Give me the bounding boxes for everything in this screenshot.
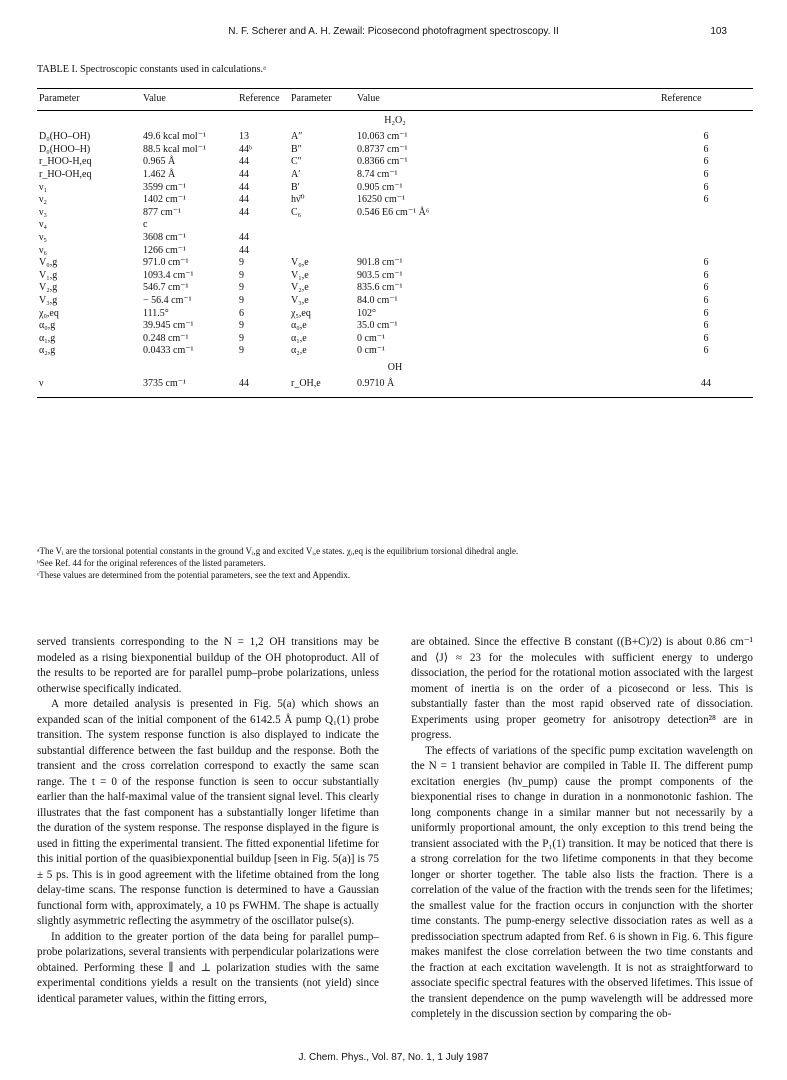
- cell-value-2: 0.546 E6 cm⁻¹ Å⁶: [357, 206, 430, 218]
- cell-reference-2: 6: [703, 131, 709, 143]
- cell-reference: 9: [239, 345, 244, 357]
- cell-param: r_HO-OH,eq: [39, 168, 92, 180]
- table-caption: TABLE I. Spectroscopic constants used in calculations.ᵃ: [37, 64, 266, 75]
- section-label: H₂O₂: [384, 114, 406, 126]
- cell-param: ν₆: [39, 244, 48, 256]
- cell-reference-2: 6: [703, 307, 709, 319]
- cell-value: c: [143, 219, 148, 231]
- footnote-c: ᶜThese values are determined from the potential parameters, see the text and Appendix.: [37, 569, 351, 580]
- cell-value: 1402 cm⁻¹: [143, 194, 186, 206]
- table-row: [37, 257, 753, 270]
- cell-reference-2: 6: [703, 257, 709, 269]
- cell-param: ν: [37, 378, 141, 397]
- cell-reference-2: 6: [703, 320, 709, 332]
- cell-value: 49.6 kcal mol⁻¹: [143, 131, 206, 143]
- header-value-2: Value: [355, 89, 659, 111]
- cell-param: D₀(HO–OH): [39, 131, 91, 143]
- cell-value: − 56.4 cm⁻¹: [143, 294, 192, 306]
- cell-reference: 44: [239, 194, 249, 206]
- table-row: [37, 270, 753, 283]
- cell-param-2: C₆: [291, 206, 302, 218]
- header-parameter: Parameter: [37, 89, 141, 111]
- cell-reference-2: 6: [703, 294, 709, 306]
- cell-param: ν₅: [39, 231, 48, 243]
- cell-reference-2: [659, 245, 753, 258]
- cell-value: 877 cm⁻¹: [143, 206, 181, 218]
- cell-reference: 44: [239, 206, 249, 218]
- cell-param: χ₀,eq: [39, 307, 59, 319]
- cell-value: 111.5°: [143, 307, 169, 319]
- cell-reference: 44: [239, 156, 249, 168]
- cell-param-2: [289, 219, 355, 232]
- cell-value-2: 903.5 cm⁻¹: [357, 269, 403, 281]
- cell-reference: 44: [239, 181, 249, 193]
- cell-reference: 44: [237, 378, 289, 397]
- cell-reference: 44ᵇ: [239, 143, 253, 155]
- table-row: [37, 156, 753, 169]
- cell-value-2: 84.0 cm⁻¹: [357, 294, 398, 306]
- table-row: [37, 295, 753, 308]
- header-reference: Reference: [237, 89, 289, 111]
- cell-param-2: B′: [291, 181, 300, 193]
- table-row: [37, 333, 753, 346]
- cell-param-2: r_OH,e: [289, 378, 355, 397]
- cell-param-2: [289, 245, 355, 258]
- cell-value-2: 0.905 cm⁻¹: [357, 181, 403, 193]
- cell-reference: 9: [239, 294, 244, 306]
- footnote-a: ᵃThe Vᵢ are the torsional potential constants in the ground Vᵢ,g and excited Vᵢ,e states. χᵢ,eq is the equilibrium torsional dihedral angle.: [37, 546, 519, 556]
- table-row: [37, 169, 753, 182]
- spectroscopic-constants-table: [37, 88, 753, 398]
- cell-reference-2: 6: [703, 143, 709, 155]
- table-row: [37, 219, 753, 232]
- cell-param: r_HOO-H,eq: [39, 156, 92, 168]
- cell-param-2: χ₅,eq: [291, 307, 311, 319]
- table-row: [37, 378, 753, 397]
- cell-value: 0.0433 cm⁻¹: [143, 345, 194, 357]
- cell-param-2: V₁,e: [291, 269, 309, 281]
- paragraph: A more detailed analysis is presented in Fig. 5(a) which shows an expanded scan of the initial component of the 6142.5 Å pump Q₁(1) probe transition. The system response function is also displayed to indicate the substantial difference between the fast buildup and the response. Both the transient and the cross correlation correspond to exactly the same scan range. The t = 0 of the response function is seen to occur substantially earlier than the half-maximal value of the transient signal level. This clearly illustrates that the fast component has a substantially longer lifetime than the duration of the system response. The response displayed in the figure is used in fitting the experimental transient. The fitted exponential lifetime for this initial portion of the quasibiexponential buildup [seen in Fig. 5(a)] is 75 ± 5 ps. This is in good agreement with the lifetime obtained from the long delay-time scans. The response function is determined to have a Gaussian functional form with, approximately, a 10 ps FWHM. The shape is actually slightly asymmetric reflecting the asymmetry of the oscillator pulse(s).: [37, 698, 379, 927]
- cell-param: D₀(HOO–H): [39, 143, 91, 155]
- cell-reference-2: 6: [703, 269, 709, 281]
- paragraph: In addition to the greater portion of the data being for parallel pump–probe polarizations, several transients with perpendicular polarizations were obtained. Performing these ∥ and ⊥ polarization studies with the same experimental conditions yields a result on the transients (not yield) since identical parameter values, within the fitting errors,: [37, 930, 379, 1005]
- section-row-oh: [37, 358, 753, 379]
- cell-reference: 13: [239, 131, 249, 143]
- cell-reference-2: 6: [703, 181, 709, 193]
- cell-value: 1.462 Å: [143, 168, 176, 180]
- section-row-h2o2: [37, 110, 753, 131]
- running-title: N. F. Scherer and A. H. Zewail: Picosecond photofragment spectroscopy. II: [228, 26, 559, 37]
- cell-reference-2: [659, 207, 753, 220]
- cell-reference-2: [659, 219, 753, 232]
- cell-value-2: 35.0 cm⁻¹: [357, 320, 398, 332]
- table-row: [37, 144, 753, 157]
- cell-param-2: C″: [291, 156, 302, 168]
- cell-value: 0.965 Å: [143, 156, 176, 168]
- table-row: [37, 245, 753, 258]
- cell-param: V₂,g: [39, 282, 58, 294]
- cell-value: 546.7 cm⁻¹: [143, 282, 189, 294]
- cell-param: V₃,g: [39, 294, 58, 306]
- cell-reference: 44: [239, 244, 249, 256]
- cell-param-2: hν̄⁰: [291, 194, 305, 206]
- cell-value-2: [355, 232, 659, 245]
- table-row: [37, 131, 753, 144]
- cell-value-2: 0.8737 cm⁻¹: [357, 143, 408, 155]
- cell-param: V₀,g: [39, 257, 58, 269]
- cell-value-2: 8.74 cm⁻¹: [357, 168, 398, 180]
- cell-param-2: V₂,e: [291, 282, 309, 294]
- cell-reference: 44: [239, 231, 249, 243]
- header-reference-2: Reference: [659, 89, 753, 111]
- body-column-left: [37, 635, 379, 1007]
- cell-value-2: 16250 cm⁻¹: [357, 194, 405, 206]
- cell-value: 1266 cm⁻¹: [143, 244, 186, 256]
- cell-reference-2: 44: [659, 378, 753, 397]
- cell-param-2: [289, 232, 355, 245]
- table-row: [37, 308, 753, 321]
- cell-value: 971.0 cm⁻¹: [143, 257, 189, 269]
- cell-reference-2: 6: [703, 332, 709, 344]
- cell-value-2: 835.6 cm⁻¹: [357, 282, 403, 294]
- journal-footer: J. Chem. Phys., Vol. 87, No. 1, 1 July 1987: [298, 1052, 489, 1063]
- table-row: [37, 345, 753, 358]
- cell-reference: 9: [239, 257, 244, 269]
- cell-value-2: 0 cm⁻¹: [357, 332, 385, 344]
- cell-reference-2: 6: [703, 168, 709, 180]
- cell-value: 3599 cm⁻¹: [143, 181, 186, 193]
- header-value: Value: [141, 89, 237, 111]
- cell-param-2: V₃,e: [291, 294, 309, 306]
- cell-value-2: 0.9710 Å: [355, 378, 659, 397]
- table-header-row: [37, 89, 753, 111]
- table-row: [37, 282, 753, 295]
- paragraph: are obtained. Since the effective B constant ((B+C)/2) is about 0.86 cm⁻¹ and ⟨J⟩ ≈ 23 for the molecules with sufficient energy to undergo dissociation, the period for the rotational motion associated with the largest moment of inertia is on the order of a picosecond or less. This is substantially faster than the most rapid observed rate of dissociation. Experiments using proper geometry for anisotropy detection²⁸ are in progress.: [411, 636, 753, 741]
- cell-reference-2: 6: [703, 194, 709, 206]
- table-row: [37, 232, 753, 245]
- cell-param: α₂,g: [39, 345, 56, 357]
- cell-param-2: A″: [291, 131, 303, 143]
- cell-reference: 9: [239, 282, 244, 294]
- cell-value-2: [355, 245, 659, 258]
- cell-reference-2: 6: [703, 282, 709, 294]
- cell-param-2: α₀,e: [291, 320, 307, 332]
- cell-reference: 9: [239, 269, 244, 281]
- cell-param-2: α₂,e: [291, 345, 307, 357]
- footnote-b: ᵇSee Ref. 44 for the original references of the listed parameters.: [37, 557, 266, 568]
- cell-value-2: 0.8366 cm⁻¹: [357, 156, 408, 168]
- table-row: [37, 207, 753, 220]
- cell-value-2: 0 cm⁻¹: [357, 345, 385, 357]
- cell-reference: 44: [239, 168, 249, 180]
- cell-reference-2: 6: [703, 345, 709, 357]
- cell-value-2: 102°: [357, 307, 376, 319]
- paragraph: The effects of variations of the specific pump excitation wavelength on the N = 1 transient behavior are compiled in Table II. The different pump excitation energies (hν_pump) cause the prompt components of the biexponential rises to change in duration in a nonmonotonic fashion. The long components change in a similar manner but not necessarily by a uniformly proportional amount, the only exception to this trend being the transient associated with the P₁(1) transition. It may be noticed that there is a strong correlation for the two lifetime components in that they become longer or shorter together. The table also lists the fraction. There is a correlation of the value of the fraction with the trends seen for the lifetimes; the smallest value for the fraction occurs in conjunction with the shorter time constants. The pump-energy selective dissociation rates as well as a predissociation spectrum adapted from Ref. 6 is shown in Fig. 6. This figure makes manifest the close correlation between the two time constants and the fraction at each excitation wavelength. It is not as straightforward to associate specific spectral features with the observed lifetimes. This issue of the transient dependence on the pump wavelength will be addressed more completely in the discussion section by comparing the ob-: [411, 744, 753, 1020]
- cell-value: 39.945 cm⁻¹: [143, 320, 194, 332]
- cell-param: α₁,g: [39, 332, 56, 344]
- table-row: [37, 194, 753, 207]
- table-row: [37, 320, 753, 333]
- cell-param: ν₁: [39, 181, 48, 193]
- cell-value: 1093.4 cm⁻¹: [143, 269, 194, 281]
- cell-param: ν₄: [39, 219, 48, 231]
- cell-reference: 9: [239, 320, 244, 332]
- cell-reference: 6: [239, 307, 244, 319]
- cell-value-2: 10.063 cm⁻¹: [357, 131, 408, 143]
- cell-value-2: 901.8 cm⁻¹: [357, 257, 403, 269]
- cell-reference-2: [659, 232, 753, 245]
- cell-param-2: B″: [291, 143, 302, 155]
- section-label: OH: [387, 361, 403, 373]
- cell-reference: [237, 219, 289, 232]
- cell-reference-2: 6: [703, 156, 709, 168]
- cell-value: 88.5 kcal mol⁻¹: [143, 143, 206, 155]
- table-row: [37, 182, 753, 195]
- table-footnotes: [37, 546, 753, 581]
- cell-value-2: [355, 219, 659, 232]
- cell-param-2: V₀,e: [291, 257, 309, 269]
- paragraph: served transients corresponding to the N = 1,2 OH transitions may be modeled as a rising biexponential buildup of the OH photoproduct. All of the results to be reported are for parallel pump–probe polarizations, unless otherwise specifically indicated.: [37, 636, 379, 695]
- cell-param: ν₃: [39, 206, 48, 218]
- body-column-right: [411, 635, 753, 1023]
- cell-value: 3735 cm⁻¹: [141, 378, 237, 397]
- cell-param: α₀,g: [39, 320, 56, 332]
- cell-param-2: α₁,e: [291, 332, 307, 344]
- header-parameter-2: Parameter: [289, 89, 355, 111]
- cell-param: V₁,g: [39, 269, 58, 281]
- cell-reference: 9: [239, 332, 244, 344]
- cell-value: 3608 cm⁻¹: [143, 231, 186, 243]
- cell-value: 0.248 cm⁻¹: [143, 332, 189, 344]
- cell-param: ν₂: [39, 194, 48, 206]
- page-number: 103: [710, 26, 727, 37]
- cell-param-2: A′: [291, 168, 301, 180]
